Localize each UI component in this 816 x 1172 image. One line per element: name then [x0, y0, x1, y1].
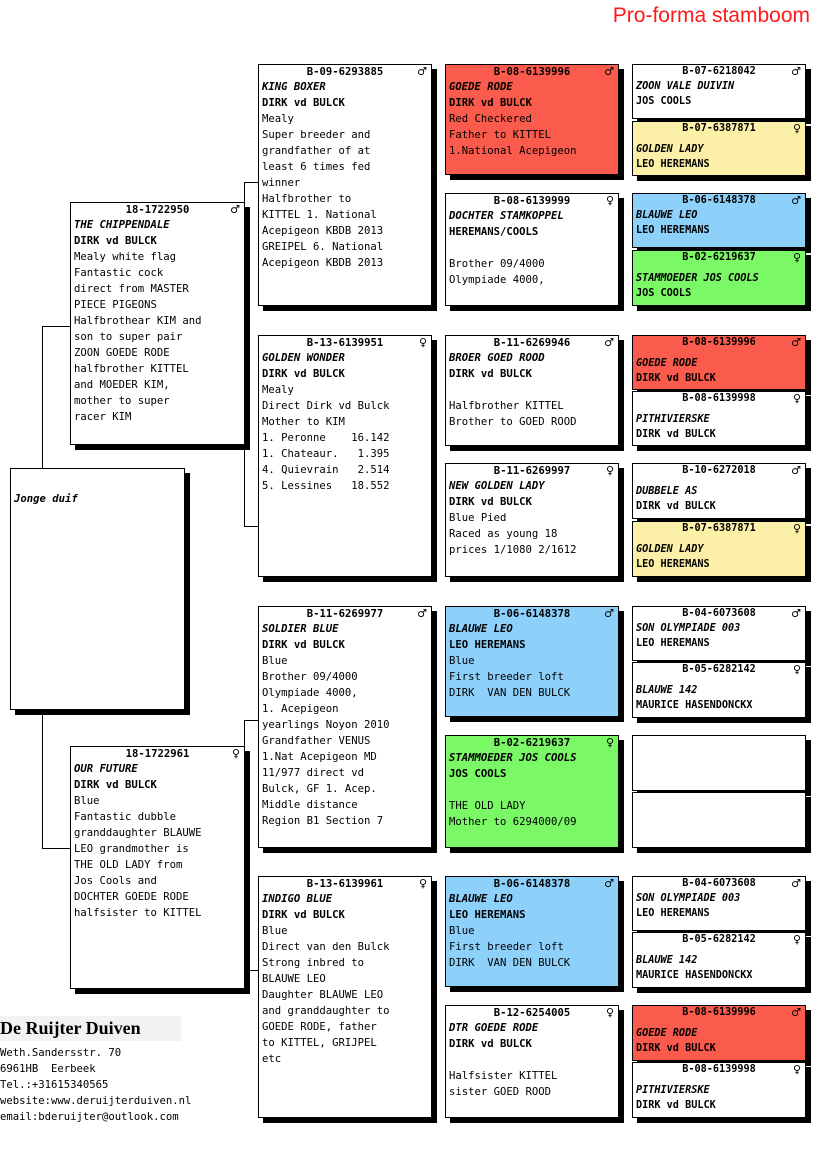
pigeon-name	[636, 750, 802, 765]
ring-number: B-08-6139996	[493, 66, 571, 78]
pigeon-owner: HEREMANS/COOLS	[449, 226, 539, 238]
pigeon-note: racer KIM	[74, 411, 132, 423]
pigeon-note: Mother to 6294000/09	[449, 816, 577, 828]
pigeon-note: to KITTEL, GRIJPEL	[262, 1037, 377, 1049]
connector-line	[42, 710, 43, 848]
female-icon: ♀	[605, 736, 614, 749]
subject-box	[10, 468, 185, 710]
pigeon-name: BLAUWE LEO	[449, 893, 513, 905]
pigeon-note: halfbrother KITTEL	[74, 363, 189, 375]
pigeon-note: Blue	[262, 655, 288, 667]
pigeon-note: yearlings Noyon 2010	[262, 719, 390, 731]
ring-number: B-02-6219637	[493, 737, 571, 749]
pigeon-note: Strong inbred to	[262, 957, 365, 969]
ring-number: B-08-6139999	[493, 195, 571, 207]
pigeon-owner: DIRK vd BULCK	[262, 368, 345, 380]
pigeon-name: BLAUWE 142	[636, 685, 698, 696]
female-icon: ♀	[792, 392, 801, 405]
pigeon-owner	[636, 765, 802, 780]
ring-number: B-04-6073608	[682, 608, 756, 619]
pigeon-note: THE OLD LADY from	[74, 859, 183, 871]
male-icon: ♂	[791, 877, 801, 890]
ring-number: 18-1722961	[125, 748, 190, 760]
pigeon-owner: DIRK vd BULCK	[636, 429, 716, 440]
pigeon-note: Fantastic cock	[74, 267, 164, 279]
sex-icon	[797, 736, 801, 750]
ring-number: B-08-6139998	[682, 1064, 756, 1075]
pigeon-note: 1. Peronne 16.142	[262, 432, 390, 444]
male-icon: ♂	[230, 203, 240, 216]
connector-line	[42, 848, 70, 849]
website-link[interactable]: website:www.deruijterduiven.nl	[0, 1095, 192, 1107]
ring-number: B-08-6139996	[682, 1007, 756, 1018]
pigeon-owner: DIRK vd BULCK	[636, 373, 716, 384]
ancestor-box	[632, 64, 806, 119]
great-grandparent-box	[445, 335, 619, 446]
pigeon-owner: DIRK vd BULCK	[449, 496, 532, 508]
pigeon-owner: LEO HEREMANS	[636, 908, 710, 919]
pigeon-note: Halfsister KITTEL	[449, 1070, 558, 1082]
female-icon: ♀	[605, 1006, 614, 1019]
ring-number: B-07-6218042	[682, 66, 756, 77]
pigeon-name: OUR FUTURE	[74, 763, 138, 775]
pigeon-note: Jos Cools and	[74, 875, 157, 887]
breeder-contact	[0, 1016, 250, 1125]
pigeon-name: STAMMOEDER JOS COOLS	[449, 752, 577, 764]
female-icon: ♀	[792, 122, 801, 135]
pigeon-note: Halfbrothear KIM and	[74, 315, 202, 327]
male-icon: ♂	[417, 65, 427, 78]
pigeon-note: Super breeder and	[262, 129, 371, 141]
ring-number: B-12-6254005	[493, 1007, 571, 1019]
pigeon-note: and granddaughter to	[262, 1005, 390, 1017]
ring-number: 18-1722950	[125, 204, 190, 216]
ring-number: B-04-6073608	[682, 878, 756, 889]
pigeon-note: grandfather of at	[262, 145, 371, 157]
ancestor-box	[632, 662, 806, 718]
ancestor-box	[632, 932, 806, 988]
subject-name: Jonge duif	[14, 493, 78, 505]
pigeon-owner: JOS COOLS	[636, 96, 692, 107]
pigeon-note: etc	[262, 1053, 282, 1065]
pigeon-name: GOLDEN WONDER	[262, 352, 345, 364]
pigeon-owner: LEO HEREMANS	[636, 559, 710, 570]
pigeon-note: Blue	[262, 925, 288, 937]
great-grandparent-box	[445, 876, 619, 987]
ring-number: B-07-6387871	[682, 523, 756, 534]
male-icon: ♂	[791, 1006, 801, 1019]
connector-line	[244, 526, 258, 527]
connector-line	[42, 326, 43, 468]
pigeon-note: ZOON GOEDE RODE	[74, 347, 170, 359]
pigeon-note: winner	[262, 177, 301, 189]
pigeon-owner: DIRK vd BULCK	[636, 501, 716, 512]
pigeon-note: 1. Chateaur. 1.395	[262, 448, 390, 460]
pigeon-note: Olympiade 4000,	[262, 687, 358, 699]
pigeon-name: DUBBELE AS	[636, 486, 698, 497]
grandparent-box	[258, 335, 432, 577]
page-title: Pro-forma stamboom	[612, 4, 810, 27]
email-link[interactable]: email:bderuijter@outlook.com	[0, 1111, 179, 1123]
pigeon-note: DOCHTER GOEDE RODE	[74, 891, 189, 903]
pigeon-name: SOLDIER BLUE	[262, 623, 339, 635]
pigeon-owner: LEO HEREMANS	[636, 638, 710, 649]
pigeon-note: Brother 09/4000	[449, 258, 545, 270]
pigeon-note: Bulck, GF 1. Acep.	[262, 783, 377, 795]
female-icon: ♀	[231, 747, 240, 760]
pigeon-note: Raced as young 18	[449, 528, 558, 540]
pigeon-note: 4. Quievrain 2.514	[262, 464, 390, 476]
pigeon-name: GOEDE RODE	[636, 1028, 698, 1039]
pigeon-owner: JOS COOLS	[449, 768, 507, 780]
pigeon-note: BLAUWE LEO	[262, 973, 326, 985]
pigeon-name: ZOON VALE DUIVIN	[636, 81, 735, 92]
pigeon-note: DIRK VAN DEN BULCK	[449, 687, 571, 699]
ancestor-box	[632, 391, 806, 446]
pigeon-owner: DIRK vd BULCK	[262, 909, 345, 921]
ancestor-box	[632, 121, 806, 176]
female-icon: ♀	[792, 251, 801, 264]
pigeon-name: KING BOXER	[262, 81, 326, 93]
ring-number: B-11-6269946	[493, 337, 571, 349]
connector-line	[244, 182, 258, 183]
pigeon-name	[636, 807, 802, 822]
pigeon-note	[449, 1052, 615, 1068]
pigeon-note: sister GOED ROOD	[449, 1086, 552, 1098]
pigeon-note	[449, 782, 615, 798]
pigeon-name: SON OLYMPIADE 003	[636, 893, 741, 904]
pigeon-name: PITHIVIERSKE	[636, 1085, 710, 1096]
ring-number: B-13-6139951	[306, 337, 384, 349]
pigeon-note: 1.Nat Acepigeon MD	[262, 751, 377, 763]
pigeon-owner: DIRK vd BULCK	[636, 1043, 716, 1054]
pigeon-owner: MAURICE HASENDONCKX	[636, 700, 753, 711]
pigeon-name: GOEDE RODE	[449, 81, 513, 93]
ring-number: B-07-6387871	[682, 123, 756, 134]
pigeon-note: 1.National Acepigeon	[449, 145, 577, 157]
pigeon-note: 5. Lessines 18.552	[262, 480, 390, 492]
ring-number: B-06-6148378	[493, 878, 571, 890]
pigeon-name: BROER GOED ROOD	[449, 352, 545, 364]
ring-number: B-08-6139996	[682, 337, 756, 348]
ancestor-box	[632, 1005, 806, 1061]
connector-line	[42, 326, 70, 327]
sex-icon	[797, 793, 801, 807]
ancestor-box	[632, 335, 806, 390]
ancestor-box	[632, 250, 806, 306]
great-grandparent-box	[445, 1005, 619, 1118]
pigeon-name: SON OLYMPIADE 003	[636, 623, 741, 634]
pigeon-note: Blue	[74, 795, 100, 807]
grandparent-box	[258, 876, 432, 1118]
pigeon-note: Mealy	[262, 113, 294, 125]
pigeon-note: and MOEDER KIM,	[74, 379, 170, 391]
male-icon: ♂	[604, 65, 614, 78]
pigeon-note: Red Checkered	[449, 113, 532, 125]
pigeon-note: PIECE PIGEONS	[74, 299, 157, 311]
pigeon-owner: DIRK vd BULCK	[449, 1038, 532, 1050]
ring-number: B-02-6219637	[682, 252, 756, 263]
pigeon-note: 1. Acepigeon	[262, 703, 339, 715]
ring-number: B-11-6269977	[306, 608, 384, 620]
ring-number	[716, 737, 722, 748]
pigeon-note: least 6 times fed	[262, 161, 371, 173]
pigeon-note: Blue Pied	[449, 512, 507, 524]
male-icon: ♂	[791, 464, 801, 477]
ancestor-box	[632, 521, 806, 577]
great-grandparent-box	[445, 64, 619, 175]
pigeon-name: GOEDE RODE	[636, 358, 698, 369]
female-icon: ♀	[605, 464, 614, 477]
pigeon-note: direct from MASTER	[74, 283, 189, 295]
pigeon-note	[449, 382, 615, 398]
pigeon-note: mother to super	[74, 395, 170, 407]
male-icon: ♂	[604, 336, 614, 349]
pigeon-note: Mother to KIM	[262, 416, 345, 428]
pigeon-name: BLAUWE LEO	[449, 623, 513, 635]
pigeon-note: 11/977 direct vd	[262, 767, 365, 779]
pigeon-note: Region B1 Section 7	[262, 815, 384, 827]
pigeon-note: Direct Dirk vd Bulck	[262, 400, 390, 412]
address-line: Weth.Sandersstr. 70	[0, 1047, 122, 1059]
male-icon: ♂	[791, 194, 801, 207]
pigeon-owner: DIRK vd BULCK	[74, 235, 157, 247]
female-icon: ♀	[418, 336, 427, 349]
ancestor-box-empty	[632, 735, 806, 791]
parent-box	[70, 202, 245, 445]
female-icon: ♀	[605, 194, 614, 207]
pigeon-owner: DIRK vd BULCK	[74, 779, 157, 791]
male-icon: ♂	[791, 607, 801, 620]
pigeon-owner: JOS COOLS	[636, 288, 692, 299]
pigeon-note: halfsister to KITTEL	[74, 907, 202, 919]
female-icon: ♀	[418, 877, 427, 890]
pigeon-owner	[636, 822, 802, 837]
pigeon-note: First breeder loft	[449, 671, 564, 683]
pigeon-owner: LEO HEREMANS	[636, 159, 710, 170]
pigeon-name: NEW GOLDEN LADY	[449, 480, 545, 492]
ring-number: B-08-6139998	[682, 393, 756, 404]
great-grandparent-box	[445, 606, 619, 717]
pigeon-owner: DIRK vd BULCK	[449, 97, 532, 109]
pigeon-note: Daughter BLAUWE LEO	[262, 989, 384, 1001]
ancestor-box	[632, 463, 806, 519]
pigeon-note: Acepigeon KBDB 2013	[262, 225, 384, 237]
female-icon: ♀	[792, 522, 801, 535]
pigeon-name: DTR GOEDE RODE	[449, 1022, 539, 1034]
male-icon: ♂	[791, 65, 801, 78]
pigeon-note: DIRK VAN DEN BULCK	[449, 957, 571, 969]
pigeon-note: Direct van den Bulck	[262, 941, 390, 953]
male-icon: ♂	[604, 607, 614, 620]
pigeon-note: Blue	[449, 655, 475, 667]
pigeon-owner: MAURICE HASENDONCKX	[636, 970, 753, 981]
pigeon-note	[449, 240, 615, 256]
parent-box	[70, 746, 245, 989]
great-grandparent-box	[445, 735, 619, 848]
ring-number: B-13-6139961	[306, 878, 384, 890]
female-icon: ♀	[792, 933, 801, 946]
pigeon-note: Halfbrother to	[262, 193, 352, 205]
ancestor-box	[632, 1062, 806, 1118]
grandparent-box	[258, 606, 432, 848]
pigeon-note: Olympiade 4000,	[449, 274, 545, 286]
pigeon-note: Father to KITTEL	[449, 129, 552, 141]
pigeon-name: STAMMOEDER JOS COOLS	[636, 273, 759, 284]
male-icon: ♂	[791, 336, 801, 349]
female-icon: ♀	[792, 663, 801, 676]
connector-line	[244, 720, 258, 721]
pigeon-note: GOEDE RODE, father	[262, 1021, 377, 1033]
grandparent-box	[258, 64, 432, 306]
pigeon-name: THE CHIPPENDALE	[74, 219, 170, 231]
ring-number: B-06-6148378	[682, 195, 756, 206]
phone-line: Tel.:+31615340565	[0, 1079, 109, 1091]
ring-number: B-05-6282142	[682, 934, 756, 945]
pigeon-owner: DIRK vd BULCK	[449, 368, 532, 380]
pigeon-owner: LEO HEREMANS	[449, 639, 526, 651]
male-icon: ♂	[604, 877, 614, 890]
ancestor-box-empty	[632, 792, 806, 848]
ring-number: B-06-6148378	[493, 608, 571, 620]
ancestor-box	[632, 606, 806, 661]
ancestor-box	[632, 876, 806, 931]
pigeon-note: Blue	[449, 925, 475, 937]
pigeon-name: INDIGO BLUE	[262, 893, 333, 905]
great-grandparent-box	[445, 193, 619, 306]
pigeon-note: LEO grandmother is	[74, 843, 189, 855]
pigeon-note: son to super pair	[74, 331, 183, 343]
pigeon-note: prices 1/1080 2/1612	[449, 544, 577, 556]
pigeon-note: KITTEL 1. National	[262, 209, 377, 221]
pigeon-owner: DIRK vd BULCK	[262, 97, 345, 109]
pigeon-note: THE OLD LADY	[449, 800, 526, 812]
ring-number	[716, 794, 722, 805]
pigeon-note: Brother 09/4000	[262, 671, 358, 683]
female-icon: ♀	[792, 1063, 801, 1076]
pigeon-owner: LEO HEREMANS	[449, 909, 526, 921]
ancestor-box	[632, 193, 806, 248]
pigeon-note: Mealy	[262, 384, 294, 396]
pigeon-name: GOLDEN LADY	[636, 144, 704, 155]
pigeon-note: GREIPEL 6. National	[262, 241, 384, 253]
pigeon-name: DOCHTER STAMKOPPEL	[449, 210, 564, 222]
postal-line: 6961HB Eerbeek	[0, 1063, 96, 1075]
pigeon-note: Halfbrother KITTEL	[449, 400, 564, 412]
pigeon-name: PITHIVIERSKE	[636, 414, 710, 425]
pigeon-name: BLAUWE LEO	[636, 210, 698, 221]
pigeon-note: Middle distance	[262, 799, 358, 811]
breeder-name: De Ruijter Duiven	[0, 1016, 181, 1041]
pigeon-name: BLAUWE 142	[636, 955, 698, 966]
great-grandparent-box	[445, 463, 619, 577]
pigeon-note: Fantastic dubble	[74, 811, 177, 823]
pigeon-note: Acepigeon KBDB 2013	[262, 257, 384, 269]
pigeon-note: Brother to GOED ROOD	[449, 416, 577, 428]
ring-number: B-09-6293885	[306, 66, 384, 78]
pigeon-note: First breeder loft	[449, 941, 564, 953]
ring-number: B-05-6282142	[682, 664, 756, 675]
pigeon-note: Mealy white flag	[74, 251, 177, 263]
connector-line	[244, 970, 258, 971]
ring-number: B-11-6269997	[493, 465, 571, 477]
pigeon-owner: DIRK vd BULCK	[262, 639, 345, 651]
pigeon-owner: DIRK vd BULCK	[636, 1100, 716, 1111]
pigeon-name: GOLDEN LADY	[636, 544, 704, 555]
male-icon: ♂	[417, 607, 427, 620]
pigeon-owner: LEO HEREMANS	[636, 225, 710, 236]
pigeon-note: Grandfather VENUS	[262, 735, 371, 747]
pigeon-note: granddaughter BLAUWE	[74, 827, 202, 839]
ring-number: B-10-6272018	[682, 465, 756, 476]
